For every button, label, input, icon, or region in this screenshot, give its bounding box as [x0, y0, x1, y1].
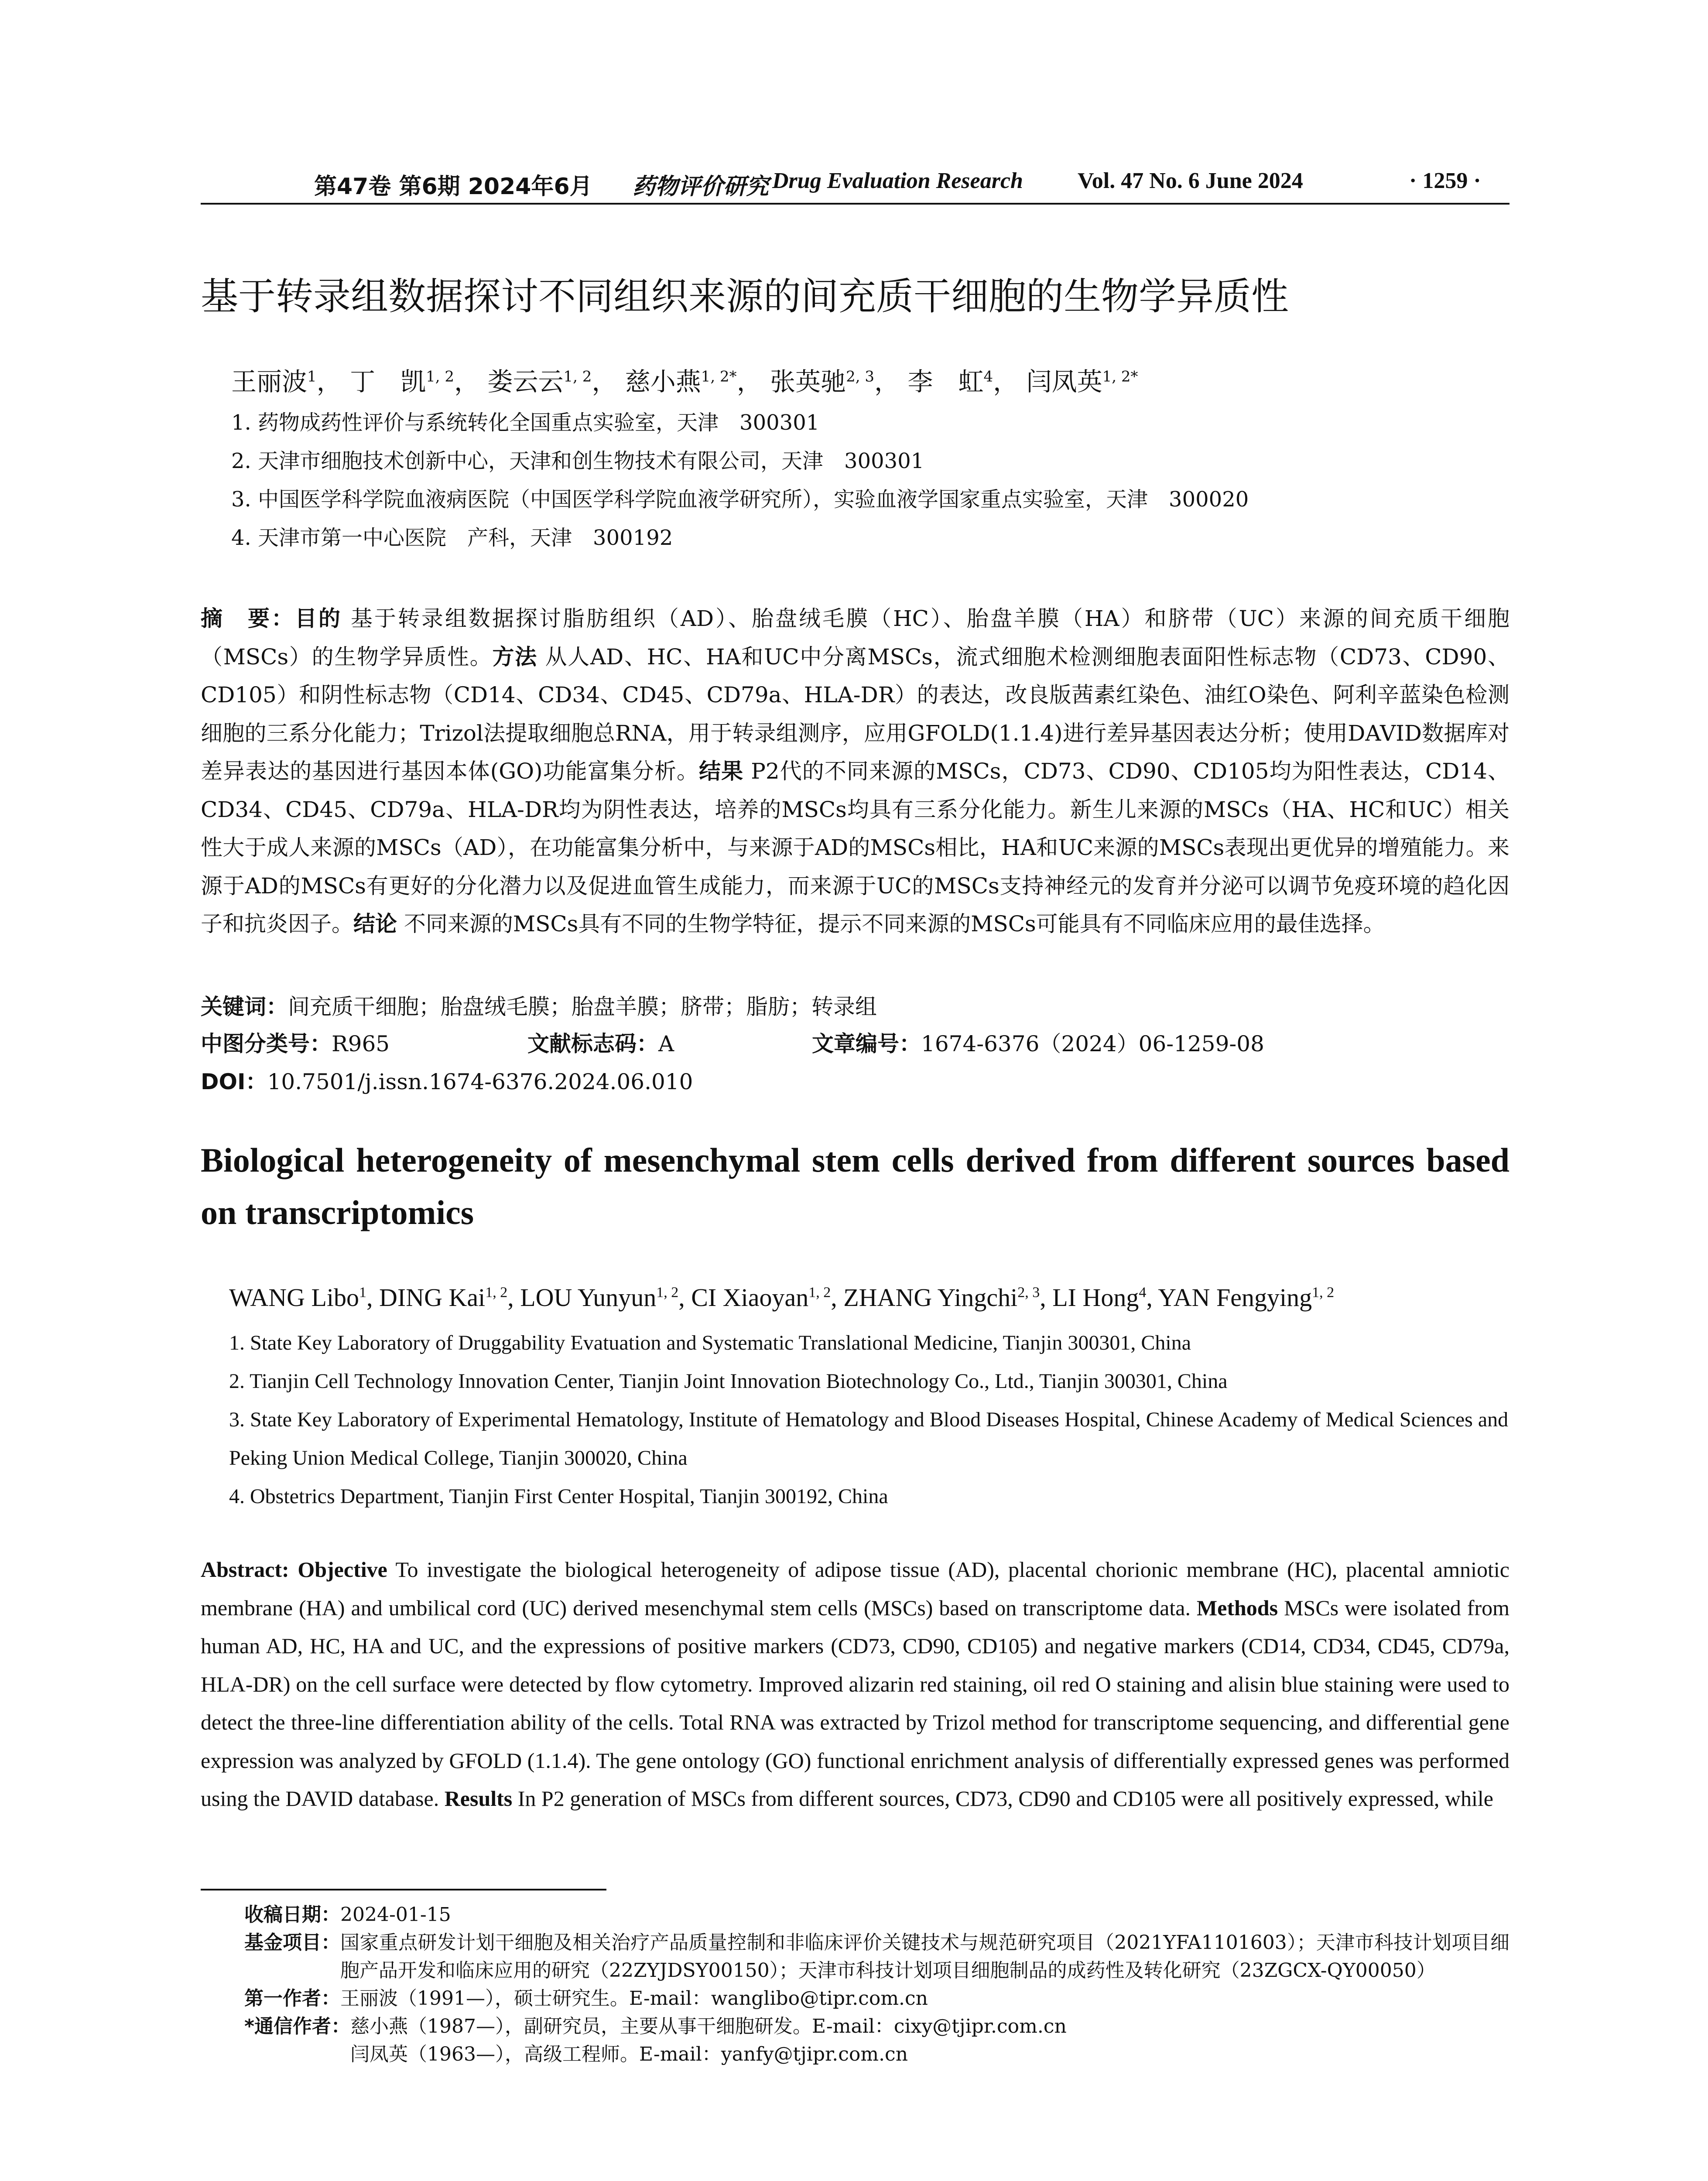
running-header	[201, 168, 1509, 203]
footnote-corresponding	[244, 2013, 1509, 2068]
authors-en: WANG Libo$^1$, DING Kai$^{1, 2}$, LOU Yunyun$^{1, 2}$, CI Xiaoyan$^{1, 2}$, ZHANG Yingchi$^{2, 3}$, LI Hong$^4$, YAN Fengying$^{1, 2}$	[229, 1283, 1335, 1312]
abstract-en	[201, 1551, 1509, 1818]
results-en-text: In P2 generation of MSCs from different sources, CD73, CD90 and CD105 were all positively expressed, while	[517, 1786, 1493, 1811]
received-date: 2024-01-15	[340, 1904, 451, 1926]
footnote-fund	[244, 1929, 1509, 1985]
article-number-label: 文章编号：	[812, 1031, 921, 1056]
doi-label: DOI：	[201, 1069, 267, 1094]
author-cn: 娄云云$^{1, 2}$	[487, 367, 592, 397]
affiliation-cn: 2. 天津市细胞技术创新中心，天津和创生物技术有限公司，天津 300301	[231, 449, 924, 473]
methods-label: 方法	[492, 644, 537, 670]
fund-label: 基金项目：	[244, 1931, 340, 1954]
abstract-cn-label: 摘 要：	[201, 606, 295, 631]
objective-label: 目的	[295, 606, 342, 631]
results-label: 结果	[699, 759, 744, 784]
corresponding-author-2: 闫凤英（1963—），高级工程师。E-mail：yanfy@tjipr.com.cn	[350, 2043, 908, 2065]
footnote-received	[244, 1901, 1509, 1929]
affiliations-en	[229, 1324, 1509, 1516]
keywords	[201, 988, 1509, 1026]
corresponding-label: *通信作者：	[244, 2015, 351, 2037]
page-number: · 1259 ·	[1409, 168, 1481, 193]
affiliation-en: 4. Obstetrics Department, Tianjin First Center Hospital, Tianjin 300192, China	[229, 1485, 888, 1508]
doi-value[interactable]: 10.7501/j.issn.1674-6376.2024.06.010	[267, 1069, 693, 1094]
author-cn: 王丽波$^1$	[231, 367, 317, 397]
footnote-first-author	[244, 1985, 1509, 2013]
doc-code-label: 文献标志码：	[527, 1031, 658, 1056]
affiliation-en: 1. State Key Laboratory of Druggability Evatuation and Systematic Translational Medicine, Tianjin 300301, China	[229, 1331, 1191, 1354]
article-number-value: 1674-6376（2024）06-1259-08	[921, 1031, 1264, 1056]
author-cn: 闫凤英$^{1, 2*}$	[1026, 367, 1138, 397]
author-cn: 李 虹$^4$	[907, 367, 993, 397]
fund-text: 国家重点研发计划干细胞及相关治疗产品质量控制和非临床评价关键技术与规范研究项目（2021YFA1101603）；天津市科技计划项目细胞产品开发和临床应用的研究（22ZYJDSY00150）；天津市科技计划项目细胞制品的成药性及转化研究（23ZGCX-QY00050）	[340, 1931, 1509, 1982]
affiliations-cn	[231, 403, 1509, 557]
footnote-rule	[201, 1889, 606, 1890]
results-text: P2代的不同来源的MSCs，CD73、CD90、CD105均为阳性表达，CD14、CD34、CD45、CD79a、HLA-DR均为阴性表达，培养的MSCs均具有三系分化能力。新生儿来源的MSCs（HA、HC和UC）相关性大于成人来源的MSCs（AD），在功能富集分析中，与来源于AD的MSCs相比，HA和UC来源的MSCs表现出更优异的增殖能力。来源于AD的MSCs有更好的分化潜力以及促进血管生成能力，而来源于UC的MSCs支持神经元的发育并分泌可以调节免疫环境的趋化因子和抗炎因子。	[201, 759, 1509, 937]
abstract-en-label: Abstract:	[201, 1557, 289, 1582]
corresponding-text	[350, 2013, 1509, 2068]
doc-code-value: A	[658, 1031, 674, 1056]
conclusion-label: 结论	[353, 911, 397, 937]
affiliation-cn: 3. 中国医学科学院血液病医院（中国医学科学院血液学研究所），实验血液学国家重点实验室，天津 300020	[231, 487, 1249, 512]
received-label: 收稿日期：	[244, 1904, 340, 1926]
keywords-label: 关键词：	[201, 994, 288, 1019]
objective-en-label: Objective	[298, 1557, 387, 1582]
author-en: LOU Yunyun$^{1, 2}$	[520, 1283, 679, 1312]
classification	[201, 1025, 1509, 1063]
title-cn: 基于转录组数据探讨不同组织来源的间充质干细胞的生物学异质性	[201, 275, 1289, 318]
header-rule	[201, 203, 1509, 205]
affiliation-cn: 1. 药物成药性评价与系统转化全国重点实验室，天津 300301	[231, 410, 820, 435]
corresponding-author-1: 慈小燕（1987—），副研究员，主要从事干细胞研发。E-mail：cixy@tjipr.com.cn	[350, 2015, 1067, 2037]
author-en: CI Xiaoyan$^{1, 2}$	[691, 1283, 831, 1312]
author-en: ZHANG Yingchi$^{2, 3}$	[843, 1283, 1040, 1312]
affiliation-cn: 4. 天津市第一中心医院 产科，天津 300192	[231, 526, 673, 550]
affiliation-en: 3. State Key Laboratory of Experimental Hematology, Institute of Hematology and Blood Diseases Hospital, Chinese Academy of Medical Sciences and Peking Union Medical College, Tianjin 300020, China	[229, 1408, 1509, 1470]
title-en: Biological heterogeneity of mesenchymal stem cells derived from different sources based on transcriptomics	[201, 1141, 1509, 1231]
methods-text: 从人AD、HC、HA和UC中分离MSCs，流式细胞术检测细胞表面阳性标志物（CD73、CD90、CD105）和阴性标志物（CD14、CD34、CD45、CD79a、HLA-DR）的表达，改良版茜素红染色、油红O染色、阿利辛蓝染色检测细胞的三系分化能力；Trizol法提取细胞总RNA，用于转录组测序，应用GFOLD(1.1.4)进行差异基因表达分析；使用DAVID数据库对差异表达的基因进行基因本体(GO)功能富集分析。	[201, 644, 1509, 784]
footnotes	[244, 1893, 1509, 2068]
issue-en: Vol. 47 No. 6 June 2024	[1078, 168, 1303, 193]
conclusion-text: 不同来源的MSCs具有不同的生物学特征，提示不同来源的MSCs可能具有不同临床应用的最佳选择。	[404, 911, 1385, 937]
author-en: LI Hong$^4$	[1052, 1283, 1147, 1312]
clc-label: 中图分类号：	[201, 1031, 332, 1056]
results-en-label: Results	[444, 1786, 513, 1811]
author-cn: 张英驰$^{2, 3}$	[770, 367, 875, 397]
authors-cn: 王丽波$^1$， 丁 凯$^{1, 2}$， 娄云云$^{1, 2}$， 慈小燕$^{1, 2*}$， 张英驰$^{2, 3}$， 李 虹$^4$， 闫凤英$^{1, 2*}$	[231, 367, 1138, 397]
first-author-text: 王丽波（1991—），硕士研究生。E-mail：wanglibo@tipr.com.cn	[340, 1987, 928, 2010]
first-author-label: 第一作者：	[244, 1987, 340, 2010]
objective-text: 基于转录组数据探讨脂肪组织（AD）、胎盘绒毛膜（HC）、胎盘羊膜（HA）和脐带（UC）来源的间充质干细胞（MSCs）的生物学异质性。	[201, 606, 1510, 670]
doi-line	[201, 1063, 1509, 1101]
issue-cn: 第47卷 第6期 2024年6月	[314, 174, 592, 200]
keywords-text: 间充质干细胞；胎盘绒毛膜；胎盘羊膜；脐带；脂肪；转录组	[288, 994, 877, 1019]
author-en: WANG Libo$^1$	[229, 1283, 367, 1312]
clc-value: R965	[332, 1031, 390, 1056]
methods-en-text: MSCs were isolated from human AD, HC, HA and UC, and the expressions of positive markers (CD73, CD90, CD105) and negative markers (CD14, CD34, CD45, CD79a, HLA-DR) on the cell surface were detected by flow cytometry. Improved alizarin red staining, oil red O staining and alisin blue staining were used to detect the three-line differentiation ability of the cells. Total RNA was extracted by Trizol method for transcriptome sequencing, and differential gene expression was analyzed by GFOLD (1.1.4). The gene ontology (GO) functional enrichment analysis of differentially expressed genes was performed using the DAVID database.	[201, 1595, 1509, 1811]
affiliation-en: 2. Tianjin Cell Technology Innovation Center, Tianjin Joint Innovation Biotechnology Co., Ltd., Tianjin 300301, China	[229, 1370, 1228, 1393]
author-en: YAN Fengying$^{1, 2}$	[1158, 1283, 1335, 1312]
abstract-cn	[201, 600, 1509, 944]
journal-en: Drug Evaluation Research	[772, 168, 1023, 193]
objective-en-text: To investigate the biological heterogeneity of adipose tissue (AD), placental chorionic membrane (HC), placental amniotic membrane (HA) and umbilical cord (UC) derived mesenchymal stem cells (MSCs) based on transcriptome data.	[201, 1557, 1509, 1620]
journal-cn-logo: 药物评价研究	[633, 173, 769, 200]
author-cn: 慈小燕$^{1, 2*}$	[625, 367, 737, 397]
author-cn: 丁 凯$^{1, 2}$	[350, 367, 454, 397]
author-en: DING Kai$^{1, 2}$	[379, 1283, 508, 1312]
methods-en-label: Methods	[1196, 1595, 1278, 1620]
